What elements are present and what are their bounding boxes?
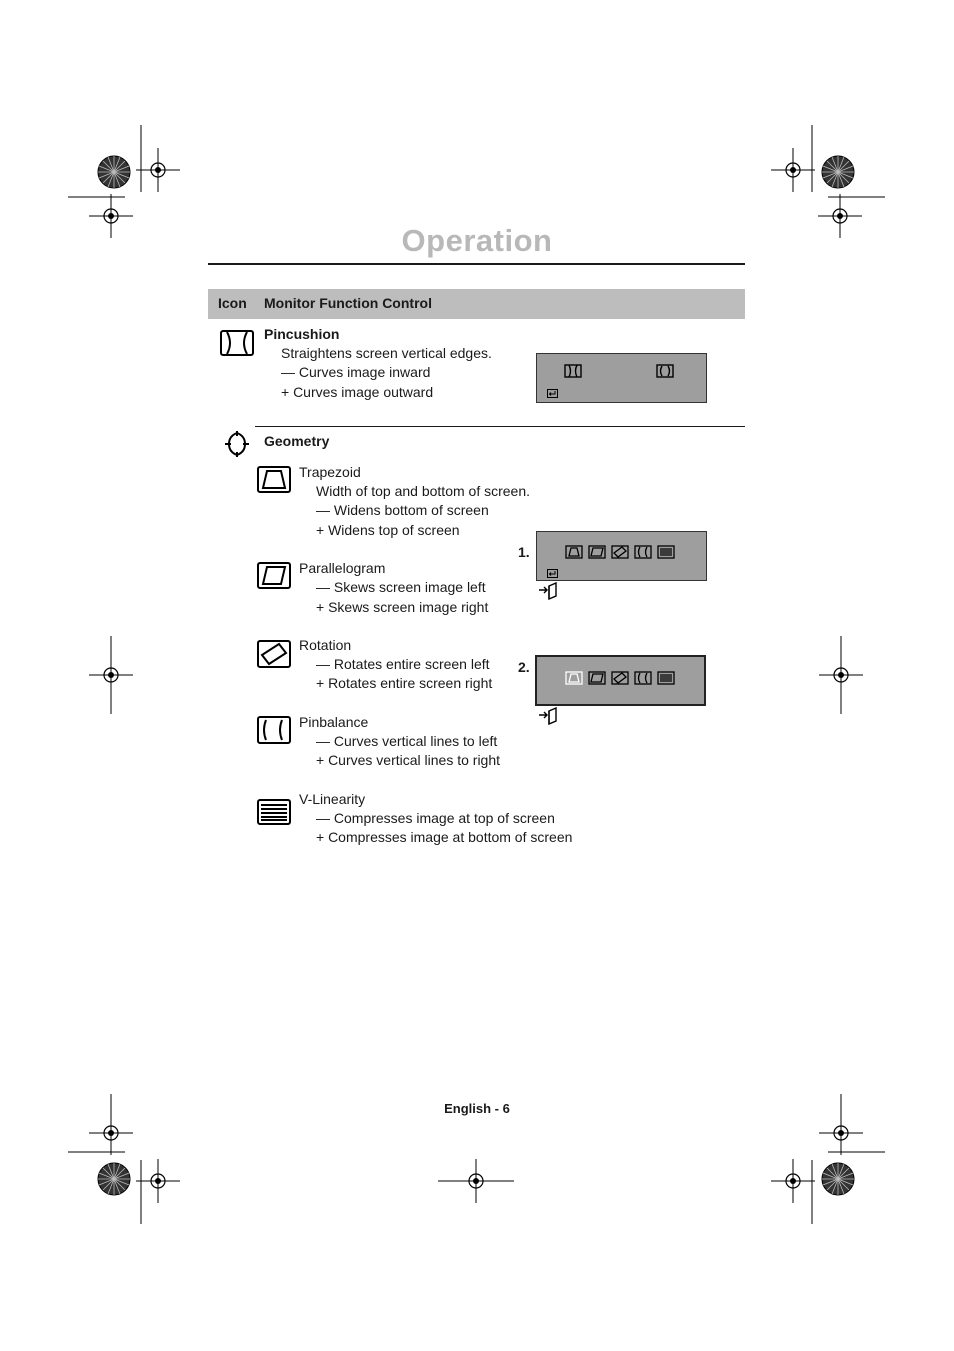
geometry-title: Geometry	[264, 433, 330, 449]
function-column-header: Monitor Function Control	[264, 295, 432, 311]
rotation-plus: + Rotates entire screen right	[316, 675, 493, 691]
pincushion-minus: — Curves image inward	[281, 364, 431, 380]
pinbalance-minus: — Curves vertical lines to left	[316, 733, 498, 749]
v-linearity-icon	[257, 799, 291, 830]
exit-icon	[538, 707, 560, 725]
rotation-name: Rotation	[299, 637, 352, 653]
geometry-icon	[225, 431, 249, 462]
osd-step-2-label: 2.	[518, 659, 530, 675]
v-linearity-minus: — Compresses image at top of screen	[316, 810, 555, 826]
trapezoid-description: Width of top and bottom of screen.	[316, 483, 531, 499]
geometry-menu-icons	[565, 545, 675, 559]
pinbalance-name: Pinbalance	[299, 714, 369, 730]
trapezoid-plus: + Widens top of screen	[316, 522, 460, 538]
pincushion-inward-icon	[564, 364, 582, 378]
geometry-menu-icons-selected	[565, 671, 675, 685]
trapezoid-name: Trapezoid	[299, 464, 361, 480]
pinbalance-plus: + Curves vertical lines to right	[316, 752, 501, 768]
osd-step-1-label: 1.	[518, 544, 530, 560]
section-divider	[255, 426, 745, 427]
parallelogram-name: Parallelogram	[299, 560, 386, 576]
icon-column-header: Icon	[218, 295, 247, 311]
v-linearity-name: V-Linearity	[299, 791, 366, 807]
rotation-minus: — Rotates entire screen left	[316, 656, 490, 672]
rotation-icon	[257, 640, 291, 673]
v-linearity-plus: + Compresses image at bottom of screen	[316, 829, 573, 845]
pincushion-title: Pincushion	[264, 326, 340, 342]
trapezoid-minus: — Widens bottom of screen	[316, 502, 489, 518]
page-title: Operation	[401, 223, 553, 258]
pincushion-osd	[536, 353, 707, 403]
pincushion-plus: + Curves image outward	[281, 384, 434, 400]
geometry-osd-step-2	[535, 655, 706, 706]
pincushion-icon	[220, 330, 254, 361]
pincushion-description: Straightens screen vertical edges.	[281, 345, 492, 361]
pinbalance-icon	[257, 716, 291, 749]
geometry-osd-step-1	[536, 531, 707, 581]
pincushion-outward-icon	[656, 364, 674, 378]
table-header	[208, 289, 745, 319]
trapezoid-icon	[257, 466, 291, 498]
title-divider	[208, 263, 745, 265]
parallelogram-minus: — Skews screen image left	[316, 579, 486, 595]
parallelogram-icon	[257, 562, 291, 594]
exit-icon	[538, 582, 560, 600]
parallelogram-plus: + Skews screen image right	[316, 599, 489, 615]
enter-icon	[547, 389, 558, 398]
page-footer: English - 6	[444, 1101, 510, 1116]
enter-icon	[547, 569, 558, 578]
